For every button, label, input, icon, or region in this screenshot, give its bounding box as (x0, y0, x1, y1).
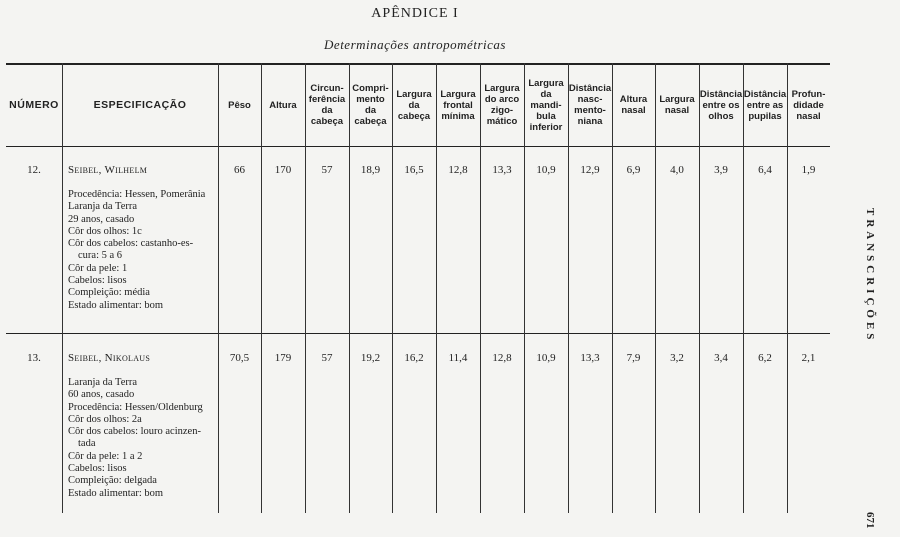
spec-line: Côr dos olhos: 2a (68, 413, 142, 425)
value-altura-nasal: 6,9 (626, 164, 641, 176)
spec-line: Côr dos cabelos: louro acinzen- (68, 426, 201, 438)
value-profundidade-nasal: 1,9 (801, 164, 816, 176)
row-number: 12. (27, 164, 41, 176)
value-largura-mandibula: 10,9 (536, 352, 556, 364)
value-altura-nasal: 7,9 (626, 352, 641, 364)
spec-line: Estado alimentar: bom (68, 299, 164, 311)
row-number: 13. (27, 352, 41, 364)
value-largura-mandibula: 10,9 (536, 164, 556, 176)
subject-specification (68, 377, 218, 500)
value-comprimento-cabeca: 18,9 (360, 164, 381, 176)
value-comprimento-cabeca: 19,2 (360, 352, 381, 364)
value-altura: 170 (274, 164, 292, 176)
header-distancia-olhos: Distância entre os olhos (699, 88, 743, 122)
page-number: 671 (864, 512, 876, 529)
header-especificacao: ESPECIFICAÇÃO (93, 98, 187, 111)
value-largura-cabeca: 16,5 (404, 164, 424, 176)
spec-line: Procedência: Hessen/Oldenburg (68, 401, 203, 413)
value-altura: 179 (274, 352, 292, 364)
header-distancia-pupilas: Distância entre as pupilas (743, 88, 787, 122)
row-divider-rule (6, 333, 830, 334)
value-peso: 70,5 (229, 352, 250, 364)
value-largura-arco: 12,8 (492, 352, 512, 364)
header-peso: Pêso (228, 99, 251, 111)
spec-line: Procedência: Hessen, Pomerânia (68, 189, 206, 200)
running-header-side: TRANSCRIÇÕES (864, 208, 876, 344)
header-largura-mandibula: Largura da mandi- bula inferior (528, 77, 564, 133)
spec-line: Estado alimentar: bom (68, 487, 164, 499)
header-bottom-rule (6, 146, 830, 147)
value-circunferencia-cabeca: 57 (321, 352, 333, 364)
header-circunferencia-cabeca: Circun- ferência da cabeça (308, 83, 346, 127)
header-largura-arco: Largura do arco zigo- mático (484, 83, 520, 127)
spec-line: 60 anos, casado (68, 389, 135, 401)
table-subtitle: Determinações antropométricas (324, 37, 506, 52)
value-largura-nasal: 3,2 (670, 352, 684, 364)
value-largura-frontal: 12,8 (448, 164, 468, 176)
value-circunferencia-cabeca: 57 (321, 164, 333, 176)
spec-line: cura: 5 a 6 (78, 250, 123, 262)
spec-line: Laranja da Terra (68, 377, 138, 388)
spec-line: 29 anos, casado (68, 213, 135, 225)
header-altura: Altura (269, 99, 297, 111)
spec-line: Côr da pele: 1 (68, 262, 128, 274)
value-distancia-pupilas: 6,2 (758, 352, 772, 364)
value-largura-cabeca: 16,2 (404, 352, 424, 364)
spec-line: Compleição: delgada (68, 475, 157, 487)
value-distancia-olhos: 3,9 (714, 164, 728, 176)
value-largura-frontal: 11,4 (448, 352, 468, 364)
spec-line: tada (78, 438, 96, 450)
spec-line: Cabelos: lisos (68, 275, 127, 287)
header-numero: NÚMERO (9, 98, 59, 111)
header-largura-frontal: Largura frontal mínima (440, 88, 476, 122)
value-largura-nasal: 4,0 (670, 164, 684, 176)
value-peso: 66 (234, 164, 245, 176)
value-largura-arco: 13,3 (492, 164, 512, 176)
value-profundidade-nasal: 2,1 (801, 352, 816, 364)
header-comprimento-cabeca: Compri- mento da cabeça (352, 83, 389, 127)
value-distancia-olhos: 3,4 (714, 352, 728, 364)
header-largura-cabeca: Largura da cabeça (396, 88, 432, 122)
spec-line: Côr dos olhos: 1c (68, 225, 142, 237)
spec-line: Compleição: média (68, 287, 150, 299)
spec-line: Cabelos: lisos (68, 463, 127, 475)
value-distancia-nasc: 13,3 (580, 352, 600, 364)
header-largura-nasal: Largura nasal (659, 94, 695, 116)
spec-line: Côr dos cabelos: castanho-es- (68, 238, 194, 250)
header-distancia-nasc: Distância nasc- mento- niana (568, 83, 612, 127)
subject-specification (68, 189, 218, 312)
header-altura-nasal: Altura nasal (619, 94, 648, 116)
page-title: APÊNDICE I (371, 6, 459, 21)
spec-line: Laranja da Terra (68, 201, 138, 213)
subject-name: Seibel, Wilhelm (68, 164, 148, 176)
value-distancia-pupilas: 6,4 (758, 164, 772, 176)
subject-name: Seibel, Nikolaus (68, 352, 151, 364)
spec-line: Côr da pele: 1 a 2 (68, 450, 143, 462)
value-distancia-nasc: 12,9 (580, 164, 600, 176)
header-profundidade-nasal: Profun- didade nasal (791, 88, 826, 122)
